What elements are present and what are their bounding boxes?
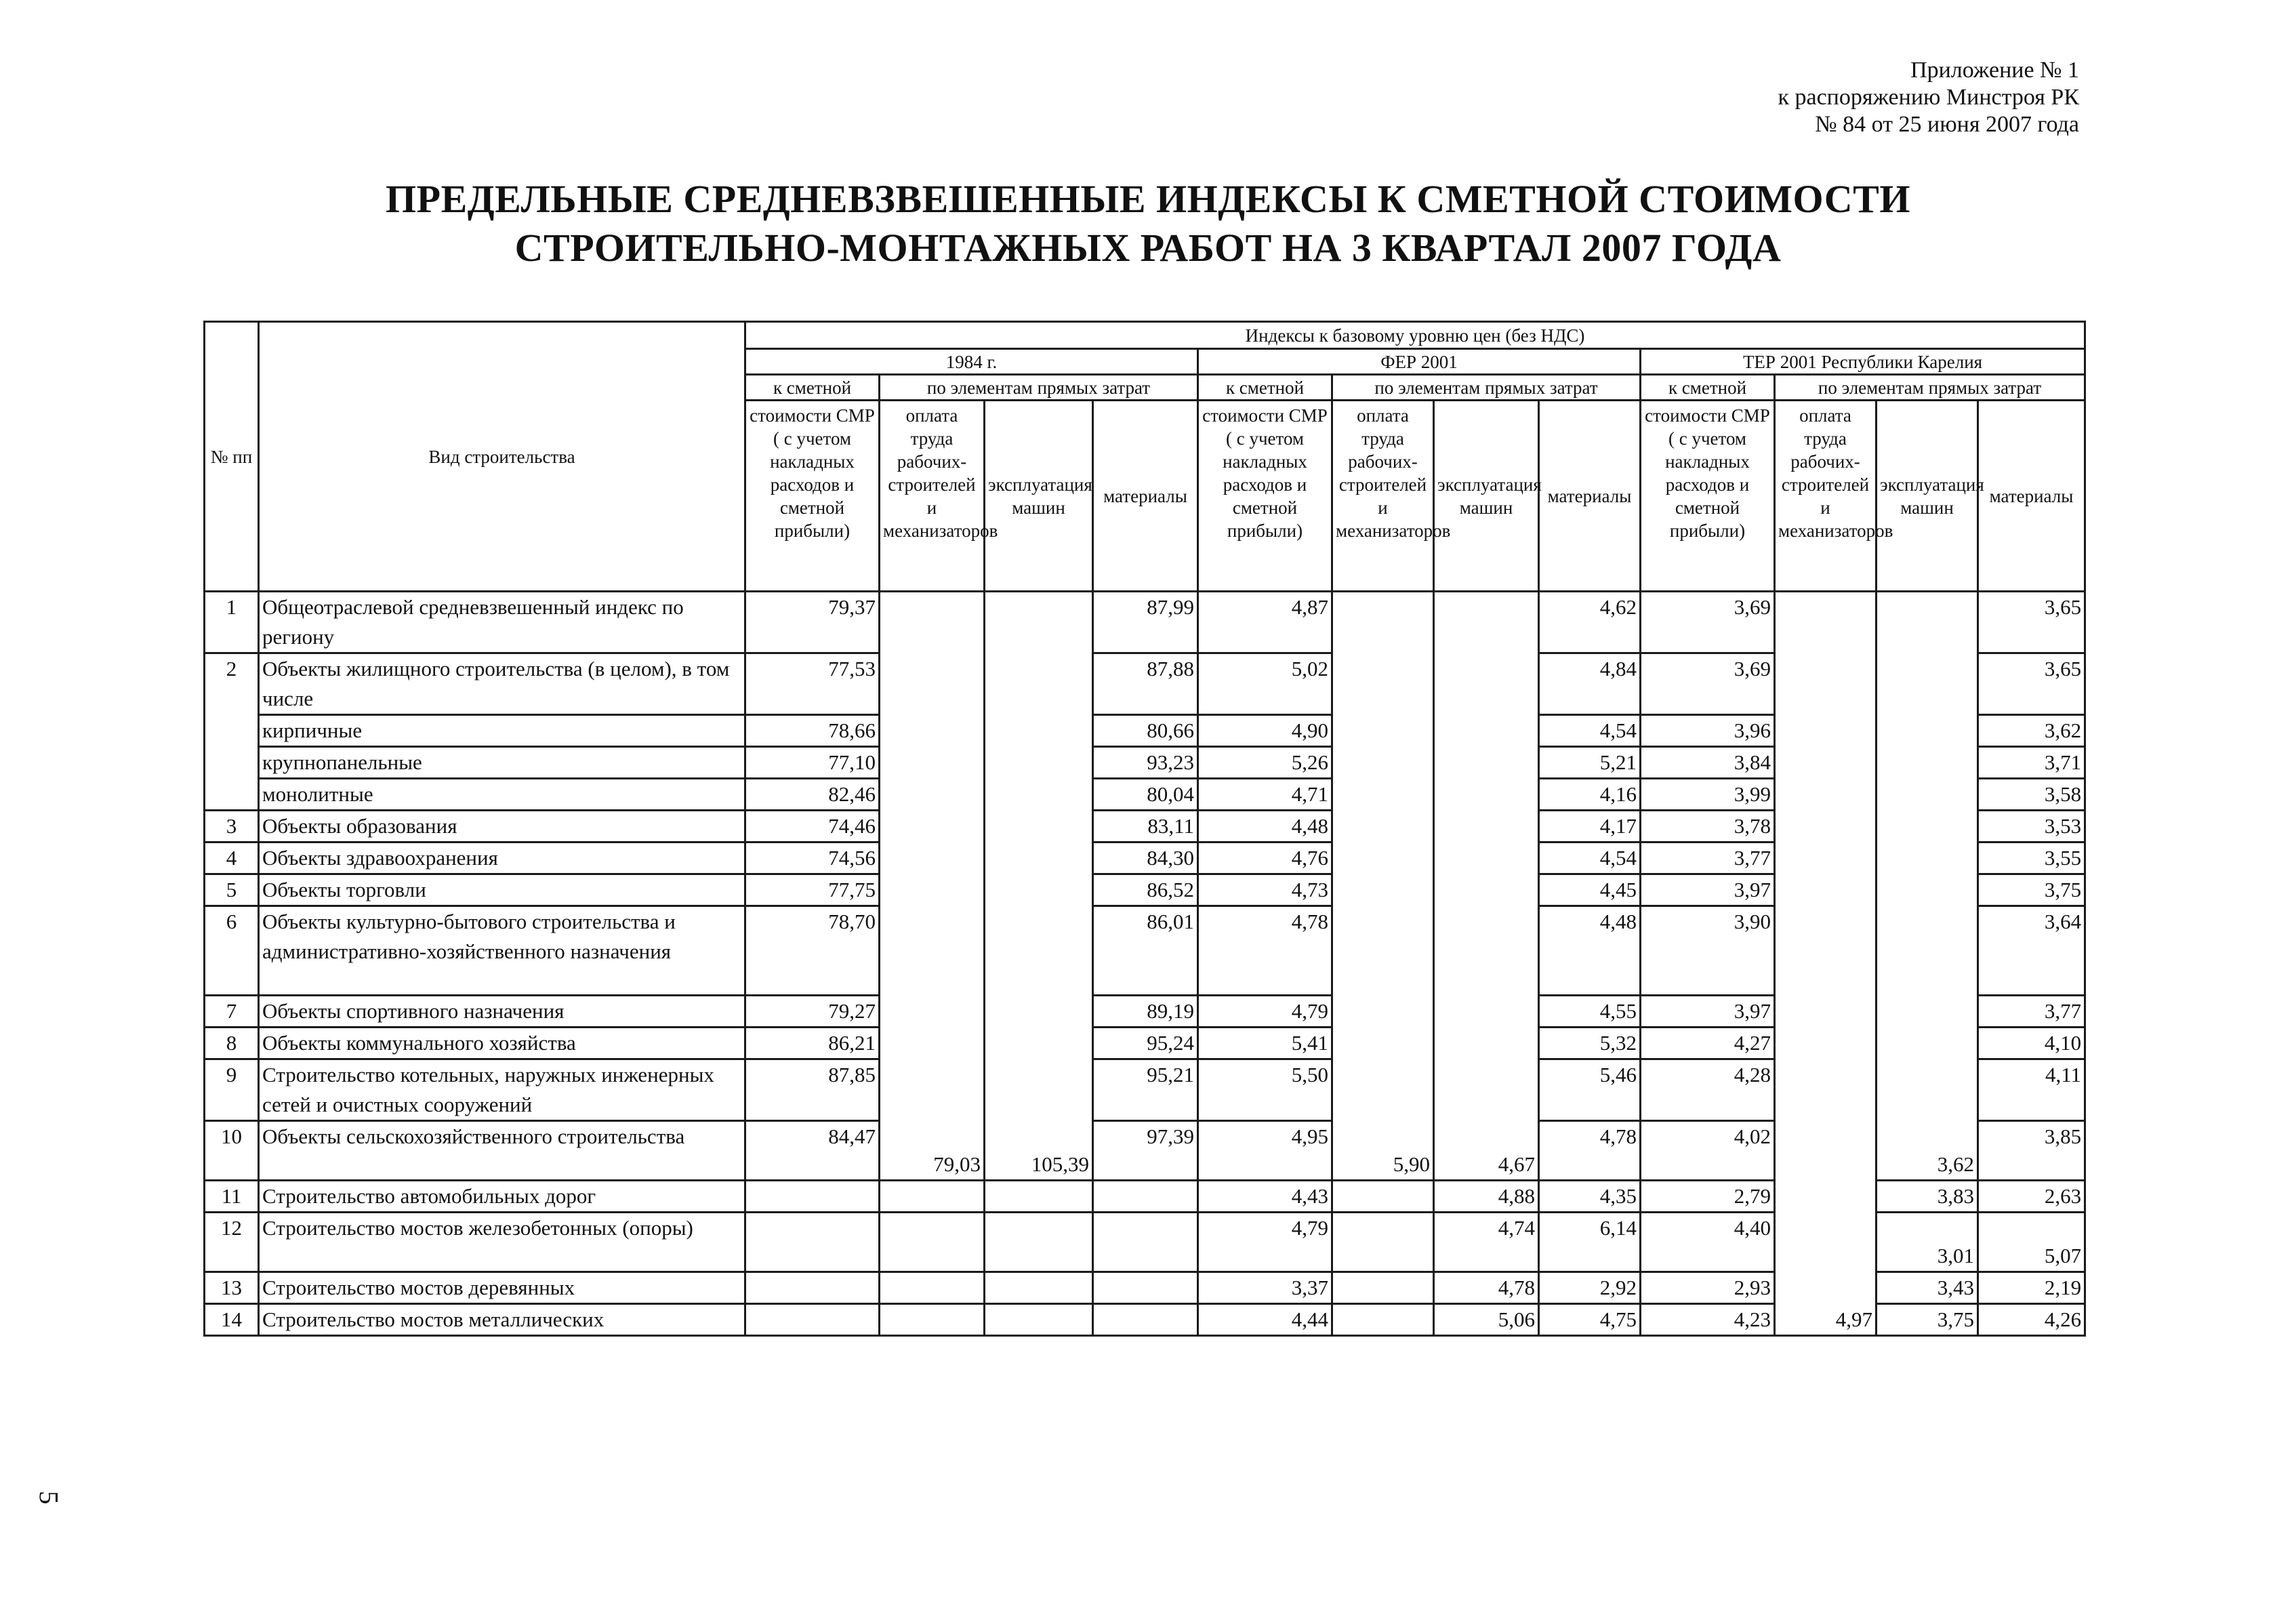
header-fer: ФЕР 2001 (1198, 349, 1641, 375)
value-ter-materials: 5,07 (1978, 1213, 2085, 1272)
value-1984-materials: 87,99 (1093, 592, 1198, 653)
header-cost-fer: стоимости СМР ( с учетом накладных расходов и сметной прибыли) (1198, 401, 1332, 592)
value-fer-labor-empty (1332, 1304, 1434, 1336)
value-1984-cost: 77,53 (745, 653, 880, 715)
row-name: Объекты спортивного назначения (259, 996, 745, 1028)
value-1984-materials-empty (1093, 1304, 1198, 1336)
row-name: кирпичные (259, 715, 745, 747)
value-ter-cost: 3,99 (1641, 779, 1775, 811)
value-ter-materials: 4,11 (1978, 1059, 2085, 1121)
value-fer-labor-empty (1332, 1181, 1434, 1213)
header-to-cost-fer: к сметной (1198, 375, 1332, 401)
value-fer-materials: 5,46 (1539, 1059, 1641, 1121)
row-name: Объекты жилищного строительства (в целом), в том числе (259, 653, 745, 715)
value-ter-materials: 2,19 (1978, 1272, 2085, 1304)
row-name: Строительство мостов железобетонных (опоры) (259, 1213, 745, 1272)
value-1984-machines-merged: 105,39 (985, 592, 1093, 1181)
row-number: 2 (205, 653, 259, 811)
value-1984-materials: 86,01 (1093, 906, 1198, 996)
value-ter-materials: 3,65 (1978, 653, 2085, 715)
value-ter-cost: 4,27 (1641, 1028, 1775, 1059)
value-1984-labor-empty (880, 1213, 985, 1272)
value-fer-cost: 4,48 (1198, 811, 1332, 842)
row-number: 10 (205, 1121, 259, 1181)
annex-block (1778, 57, 2079, 138)
row-name: Объекты сельскохозяйственного строительства (259, 1121, 745, 1181)
indices-table (203, 321, 2086, 1337)
row-name: Объекты коммунального хозяйства (259, 1028, 745, 1059)
table-row (205, 592, 2085, 653)
value-fer-materials: 4,55 (1539, 996, 1641, 1028)
header-labor-ter: оплата труда рабочих-строителей и механизаторов (1775, 401, 1877, 592)
value-ter-materials: 3,53 (1978, 811, 2085, 842)
value-fer-machines-merged: 4,67 (1434, 592, 1539, 1181)
value-1984-cost: 86,21 (745, 1028, 880, 1059)
value-fer-materials: 4,17 (1539, 811, 1641, 842)
value-ter-cost: 3,97 (1641, 874, 1775, 906)
header-labor-fer: оплата труда рабочих-строителей и механизаторов (1332, 401, 1434, 592)
header-by-elements-1984: по элементам прямых затрат (880, 375, 1198, 401)
value-1984-cost-empty (745, 1213, 880, 1272)
value-1984-cost: 77,75 (745, 874, 880, 906)
value-ter-cost: 3,69 (1641, 592, 1775, 653)
header-by-elements-ter: по элементам прямых затрат (1775, 375, 2085, 401)
value-1984-machines-empty (985, 1272, 1093, 1304)
header-1984: 1984 г. (745, 349, 1198, 375)
value-fer-machines: 4,74 (1434, 1213, 1539, 1272)
value-ter-materials: 2,63 (1978, 1181, 2085, 1213)
value-fer-materials: 4,84 (1539, 653, 1641, 715)
value-1984-materials: 86,52 (1093, 874, 1198, 906)
header-materials-1984: материалы (1093, 401, 1198, 592)
value-fer-cost: 4,79 (1198, 996, 1332, 1028)
value-ter-labor-merged: 4,97 (1775, 592, 1877, 1336)
value-ter-machines: 3,75 (1877, 1304, 1978, 1336)
value-fer-cost: 5,02 (1198, 653, 1332, 715)
value-1984-cost-empty (745, 1304, 880, 1336)
row-name: Объекты здравоохранения (259, 842, 745, 874)
value-fer-materials: 4,62 (1539, 592, 1641, 653)
row-number: 1 (205, 592, 259, 653)
value-fer-cost: 4,43 (1198, 1181, 1332, 1213)
header-materials-ter: материалы (1978, 401, 2085, 592)
header-machines-ter: эксплуатация машин (1877, 401, 1978, 592)
header-to-cost-ter: к сметной (1641, 375, 1775, 401)
row-name: крупнопанельные (259, 747, 745, 779)
annex-line-2: к распоряжению Минстроя РК (1778, 85, 2079, 110)
table-body (205, 592, 2085, 1336)
value-ter-cost: 2,93 (1641, 1272, 1775, 1304)
value-ter-cost: 4,28 (1641, 1059, 1775, 1121)
value-fer-labor-empty (1332, 1213, 1434, 1272)
value-ter-cost: 3,97 (1641, 996, 1775, 1028)
row-number: 6 (205, 906, 259, 996)
value-fer-cost: 4,44 (1198, 1304, 1332, 1336)
value-fer-machines: 4,78 (1434, 1272, 1539, 1304)
value-1984-materials-empty (1093, 1181, 1198, 1213)
value-ter-cost: 3,96 (1641, 715, 1775, 747)
value-1984-cost: 82,46 (745, 779, 880, 811)
value-ter-materials: 3,77 (1978, 996, 2085, 1028)
header-labor-1984: оплата труда рабочих-строителей и механизаторов (880, 401, 985, 592)
document-title (0, 175, 2296, 272)
row-name: Объекты образования (259, 811, 745, 842)
header-num: № пп (205, 322, 259, 592)
value-1984-cost: 74,56 (745, 842, 880, 874)
annex-line-3: № 84 от 25 июня 2007 года (1815, 112, 2079, 137)
row-name: Строительство мостов деревянных (259, 1272, 745, 1304)
value-ter-cost: 3,84 (1641, 747, 1775, 779)
value-1984-cost: 87,85 (745, 1059, 880, 1121)
row-number: 12 (205, 1213, 259, 1272)
value-1984-labor-empty (880, 1304, 985, 1336)
header-ter: ТЕР 2001 Республики Карелия (1641, 349, 2085, 375)
value-1984-cost: 74,46 (745, 811, 880, 842)
row-number: 7 (205, 996, 259, 1028)
row-name: Общеотраслевой средневзвешенный индекс по региону (259, 592, 745, 653)
title-line-1: ПРЕДЕЛЬНЫЕ СРЕДНЕВЗВЕШЕННЫЕ ИНДЕКСЫ К СМЕТНОЙ СТОИМОСТИ (386, 177, 1910, 221)
value-1984-cost-empty (745, 1181, 880, 1213)
row-number: 11 (205, 1181, 259, 1213)
value-fer-cost: 4,73 (1198, 874, 1332, 906)
value-1984-materials: 95,21 (1093, 1059, 1198, 1121)
value-1984-labor-merged: 79,03 (880, 592, 985, 1181)
value-fer-cost: 4,90 (1198, 715, 1332, 747)
title-line-2: СТРОИТЕЛЬНО-МОНТАЖНЫХ РАБОТ НА 3 КВАРТАЛ 2007 ГОДА (514, 226, 1782, 270)
value-fer-machines: 4,88 (1434, 1181, 1539, 1213)
value-fer-materials: 2,92 (1539, 1272, 1641, 1304)
header-machines-fer: эксплуатация машин (1434, 401, 1539, 592)
value-ter-cost: 3,77 (1641, 842, 1775, 874)
row-name: Строительство мостов металлических (259, 1304, 745, 1336)
value-fer-materials: 4,54 (1539, 715, 1641, 747)
value-1984-materials: 84,30 (1093, 842, 1198, 874)
value-ter-cost: 4,40 (1641, 1213, 1775, 1272)
value-ter-materials: 4,10 (1978, 1028, 2085, 1059)
value-1984-labor-empty (880, 1272, 985, 1304)
value-1984-cost: 79,37 (745, 592, 880, 653)
row-number: 4 (205, 842, 259, 874)
value-1984-materials-empty (1093, 1213, 1198, 1272)
value-fer-materials: 4,78 (1539, 1121, 1641, 1181)
value-1984-cost: 78,70 (745, 906, 880, 996)
value-ter-materials: 3,75 (1978, 874, 2085, 906)
value-fer-machines: 5,06 (1434, 1304, 1539, 1336)
value-1984-machines-empty (985, 1213, 1093, 1272)
row-name: Объекты культурно-бытового строительства и административно-хозяйственного назначения (259, 906, 745, 996)
row-name: Строительство котельных, наружных инженерных сетей и очистных сооружений (259, 1059, 745, 1121)
value-fer-cost: 5,41 (1198, 1028, 1332, 1059)
value-fer-materials: 6,14 (1539, 1213, 1641, 1272)
value-fer-materials: 5,32 (1539, 1028, 1641, 1059)
value-ter-materials: 3,62 (1978, 715, 2085, 747)
value-fer-labor-empty (1332, 1272, 1434, 1304)
value-fer-labor-merged: 5,90 (1332, 592, 1434, 1181)
header-group: Индексы к базовому уровню цен (без НДС) (745, 322, 2085, 349)
value-1984-materials: 87,88 (1093, 653, 1198, 715)
row-name: монолитные (259, 779, 745, 811)
value-fer-materials: 4,48 (1539, 906, 1641, 996)
value-1984-materials: 80,04 (1093, 779, 1198, 811)
value-fer-materials: 4,45 (1539, 874, 1641, 906)
value-ter-machines: 3,43 (1877, 1272, 1978, 1304)
value-1984-cost-empty (745, 1272, 880, 1304)
header-by-elements-fer: по элементам прямых затрат (1332, 375, 1641, 401)
row-number: 8 (205, 1028, 259, 1059)
value-ter-cost: 2,79 (1641, 1181, 1775, 1213)
value-1984-cost: 78,66 (745, 715, 880, 747)
value-ter-materials: 3,64 (1978, 906, 2085, 996)
value-1984-materials: 97,39 (1093, 1121, 1198, 1181)
header-to-cost-1984: к сметной (745, 375, 880, 401)
value-fer-cost: 4,71 (1198, 779, 1332, 811)
value-ter-cost: 4,23 (1641, 1304, 1775, 1336)
value-fer-materials: 5,21 (1539, 747, 1641, 779)
value-fer-cost: 4,78 (1198, 906, 1332, 996)
value-fer-materials: 4,16 (1539, 779, 1641, 811)
value-1984-cost: 77,10 (745, 747, 880, 779)
value-ter-machines-merged: 3,62 (1877, 592, 1978, 1181)
value-ter-materials: 3,71 (1978, 747, 2085, 779)
row-name: Строительство автомобильных дорог (259, 1181, 745, 1213)
value-fer-cost: 4,87 (1198, 592, 1332, 653)
value-1984-materials-empty (1093, 1272, 1198, 1304)
value-ter-cost: 3,78 (1641, 811, 1775, 842)
value-ter-cost: 3,69 (1641, 653, 1775, 715)
header-cost-ter: стоимости СМР ( с учетом накладных расходов и сметной прибыли) (1641, 401, 1775, 592)
header-kind: Вид строительства (259, 322, 745, 592)
value-ter-materials: 3,85 (1978, 1121, 2085, 1181)
value-1984-machines-empty (985, 1304, 1093, 1336)
header-cost-1984: стоимости СМР ( с учетом накладных расходов и сметной прибыли) (745, 401, 880, 592)
row-number: 13 (205, 1272, 259, 1304)
value-1984-materials: 89,19 (1093, 996, 1198, 1028)
row-number: 5 (205, 874, 259, 906)
value-1984-labor-empty (880, 1181, 985, 1213)
value-ter-materials: 3,55 (1978, 842, 2085, 874)
value-ter-cost: 4,02 (1641, 1121, 1775, 1181)
page-number: 5 (33, 1490, 64, 1505)
table-header (205, 322, 2085, 592)
value-fer-cost: 3,37 (1198, 1272, 1332, 1304)
value-fer-cost: 4,76 (1198, 842, 1332, 874)
value-ter-materials: 3,58 (1978, 779, 2085, 811)
value-fer-materials: 4,54 (1539, 842, 1641, 874)
row-number: 3 (205, 811, 259, 842)
value-ter-cost: 3,90 (1641, 906, 1775, 996)
value-ter-materials: 4,26 (1978, 1304, 2085, 1336)
header-materials-fer: материалы (1539, 401, 1641, 592)
value-1984-cost: 79,27 (745, 996, 880, 1028)
header-machines-1984: эксплуатация машин (985, 401, 1093, 592)
value-1984-materials: 80,66 (1093, 715, 1198, 747)
value-ter-materials: 3,65 (1978, 592, 2085, 653)
value-fer-cost: 5,26 (1198, 747, 1332, 779)
value-fer-materials: 4,75 (1539, 1304, 1641, 1336)
annex-line-1: Приложение № 1 (1910, 58, 2079, 83)
value-1984-cost: 84,47 (745, 1121, 880, 1181)
value-1984-machines-empty (985, 1181, 1093, 1213)
value-ter-machines: 3,01 (1877, 1213, 1978, 1272)
value-fer-cost: 4,95 (1198, 1121, 1332, 1181)
value-fer-cost: 5,50 (1198, 1059, 1332, 1121)
value-fer-materials: 4,35 (1539, 1181, 1641, 1213)
row-number: 9 (205, 1059, 259, 1121)
value-1984-materials: 83,11 (1093, 811, 1198, 842)
value-ter-machines: 3,83 (1877, 1181, 1978, 1213)
value-1984-materials: 95,24 (1093, 1028, 1198, 1059)
row-number: 14 (205, 1304, 259, 1336)
value-fer-cost: 4,79 (1198, 1213, 1332, 1272)
row-name: Объекты торговли (259, 874, 745, 906)
value-1984-materials: 93,23 (1093, 747, 1198, 779)
